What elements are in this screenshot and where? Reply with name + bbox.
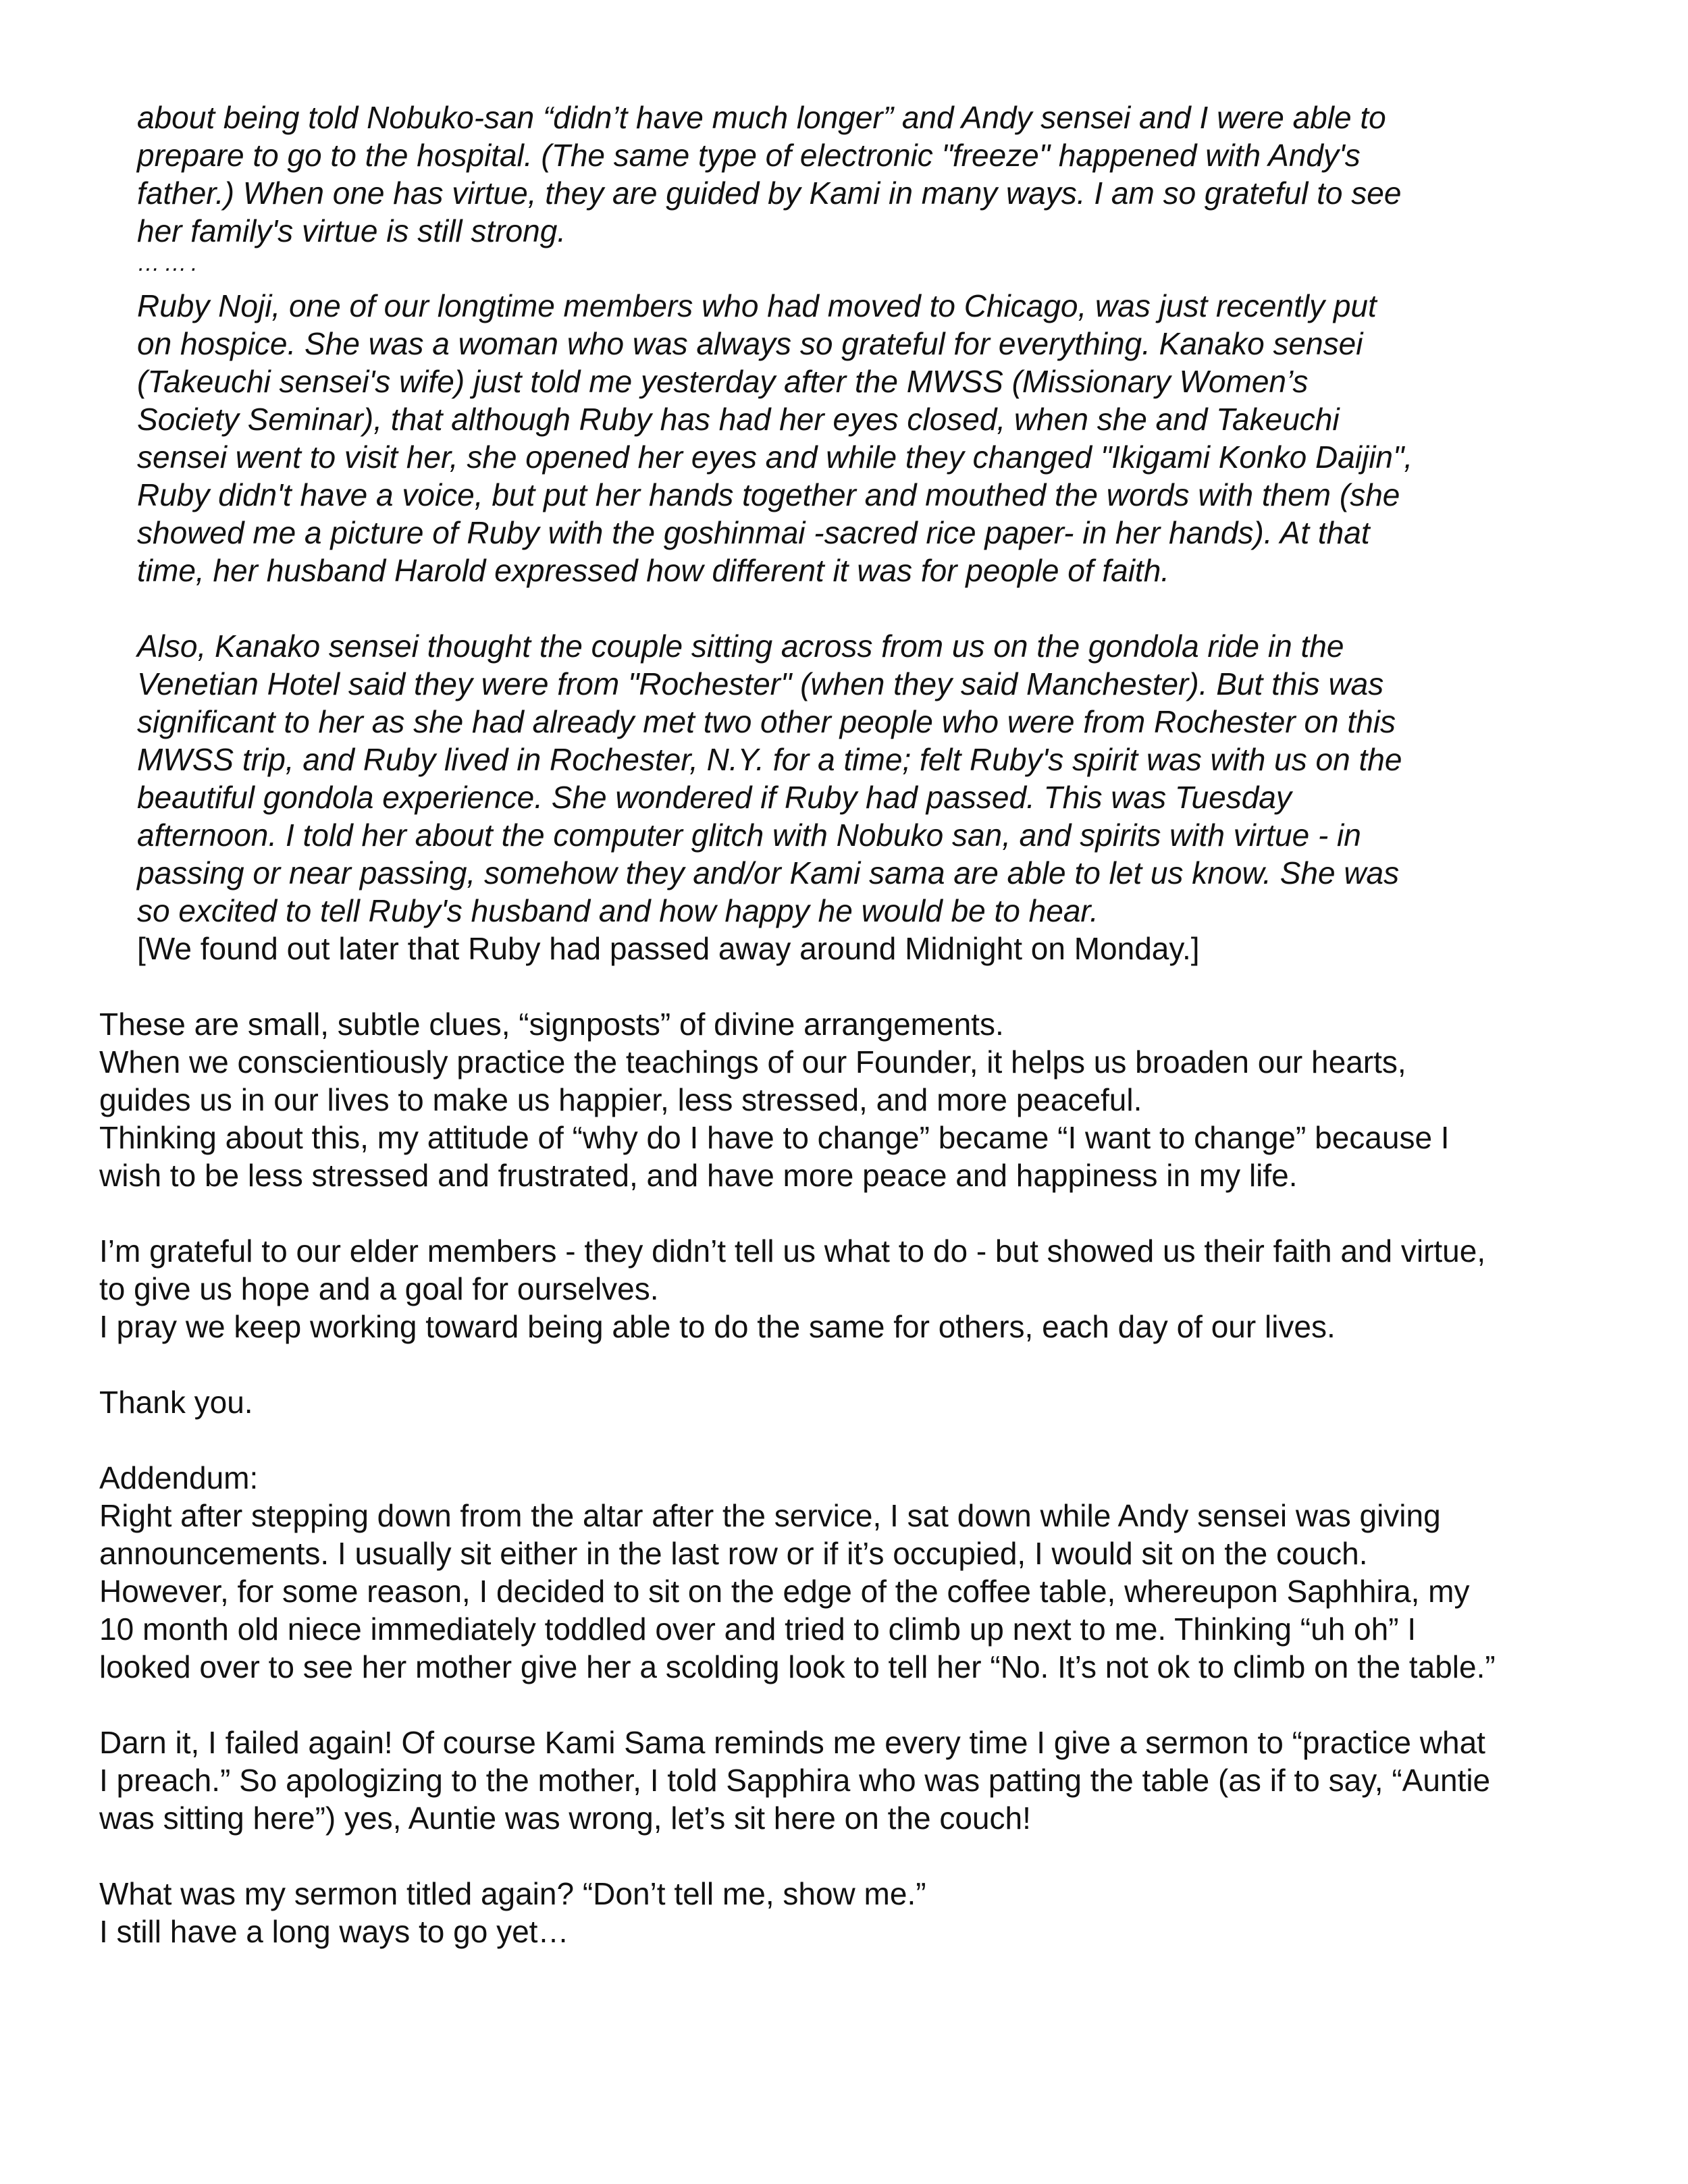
quote-line: on hospice. She was a woman who was always so grateful for everything. Kanako sensei (137, 326, 1363, 361)
bracketed-note: [We found out later that Ruby had passed away around Midnight on Monday.] (137, 931, 1200, 966)
body-line: looked over to see her mother give her a scolding look to tell her “No. It’s not ok to climb on the table.” (99, 1649, 1496, 1684)
body-line: was sitting here”) yes, Auntie was wrong, let’s sit here on the couch! (99, 1801, 1031, 1836)
body-line: I pray we keep working toward being able to do the same for others, each day of our lives. (99, 1309, 1336, 1344)
body-line: When we conscientiously practice the teachings of our Founder, it helps us broaden our hearts, (99, 1044, 1406, 1080)
ellipsis-separator: ……. (137, 250, 202, 276)
body-line: These are small, subtle clues, “signposts” of divine arrangements. (99, 1007, 1004, 1042)
quote-line: sensei went to visit her, she opened her eyes and while they changed "Ikigami Konko Daijin", (137, 440, 1413, 475)
quote-line: significant to her as she had already met two other people who were from Rochester on this (137, 704, 1396, 739)
closing-line: Thank you. (99, 1385, 253, 1420)
quote-line: so excited to tell Ruby's husband and how happy he would be to hear. (137, 893, 1099, 928)
body-line: What was my sermon titled again? “Don’t tell me, show me.” (99, 1876, 926, 1911)
body-line: announcements. I usually sit either in the last row or if it’s occupied, I would sit on the couch. (99, 1536, 1368, 1571)
quote-line: (Takeuchi sensei's wife) just told me yesterday after the MWSS (Missionary Women’s (137, 364, 1309, 399)
body-line: guides us in our lives to make us happier, less stressed, and more peaceful. (99, 1082, 1142, 1117)
quote-line: showed me a picture of Ruby with the goshinmai -sacred rice paper- in her hands). At that (137, 515, 1370, 550)
quote-line: father.) When one has virtue, they are guided by Kami in many ways. I am so grateful to see (137, 176, 1402, 211)
body-line: 10 month old niece immediately toddled over and tried to climb up next to me. Thinking “uh oh” I (99, 1612, 1417, 1647)
quote-line: time, her husband Harold expressed how different it was for people of faith. (137, 553, 1170, 588)
body-line: However, for some reason, I decided to sit on the edge of the coffee table, whereupon Saphhira, my (99, 1574, 1470, 1609)
body-line: to give us hope and a goal for ourselves. (99, 1271, 659, 1306)
quote-line: Society Seminar), that although Ruby has had her eyes closed, when she and Takeuchi (137, 402, 1340, 437)
quote-line: about being told Nobuko-san “didn’t have much longer” and Andy sensei and I were able to (137, 100, 1386, 135)
body-line: Right after stepping down from the altar after the service, I sat down while Andy sensei was giving (99, 1498, 1441, 1533)
body-line: I’m grateful to our elder members - they didn’t tell us what to do - but showed us their faith and virtue, (99, 1233, 1486, 1269)
quote-line: Ruby didn't have a voice, but put her hands together and mouthed the words with them (she (137, 477, 1400, 512)
body-line: Thinking about this, my attitude of “why do I have to change” became “I want to change” because I (99, 1120, 1450, 1155)
quote-line: prepare to go to the hospital. (The same type of electronic "freeze" happened with Andy's (137, 138, 1361, 173)
body-line: I still have a long ways to go yet… (99, 1914, 569, 1949)
addendum-heading: Addendum: (99, 1460, 259, 1495)
quote-line: her family's virtue is still strong. (137, 213, 566, 248)
quote-line: Ruby Noji, one of our longtime members who had moved to Chicago, was just recently put (137, 288, 1377, 323)
quote-line: afternoon. I told her about the computer glitch with Nobuko san, and spirits with virtue - in (137, 818, 1361, 853)
quote-line: Venetian Hotel said they were from "Rochester" (when they said Manchester). But this was (137, 666, 1384, 701)
quote-line: passing or near passing, somehow they and/or Kami sama are able to let us know. She was (137, 855, 1400, 890)
quote-line: MWSS trip, and Ruby lived in Rochester, N.Y. for a time; felt Ruby's spirit was with us on the (137, 742, 1402, 777)
body-line: wish to be less stressed and frustrated, and have more peace and happiness in my life. (99, 1158, 1298, 1193)
body-line: Darn it, I failed again! Of course Kami Sama reminds me every time I give a sermon to “practice what (99, 1725, 1485, 1760)
quote-line: Also, Kanako sensei thought the couple sitting across from us on the gondola ride in the (137, 629, 1344, 664)
quote-line: beautiful gondola experience. She wondered if Ruby had passed. This was Tuesday (137, 780, 1292, 815)
body-line: I preach.” So apologizing to the mother, I told Sapphira who was patting the table (as if to say, “Auntie (99, 1763, 1491, 1798)
